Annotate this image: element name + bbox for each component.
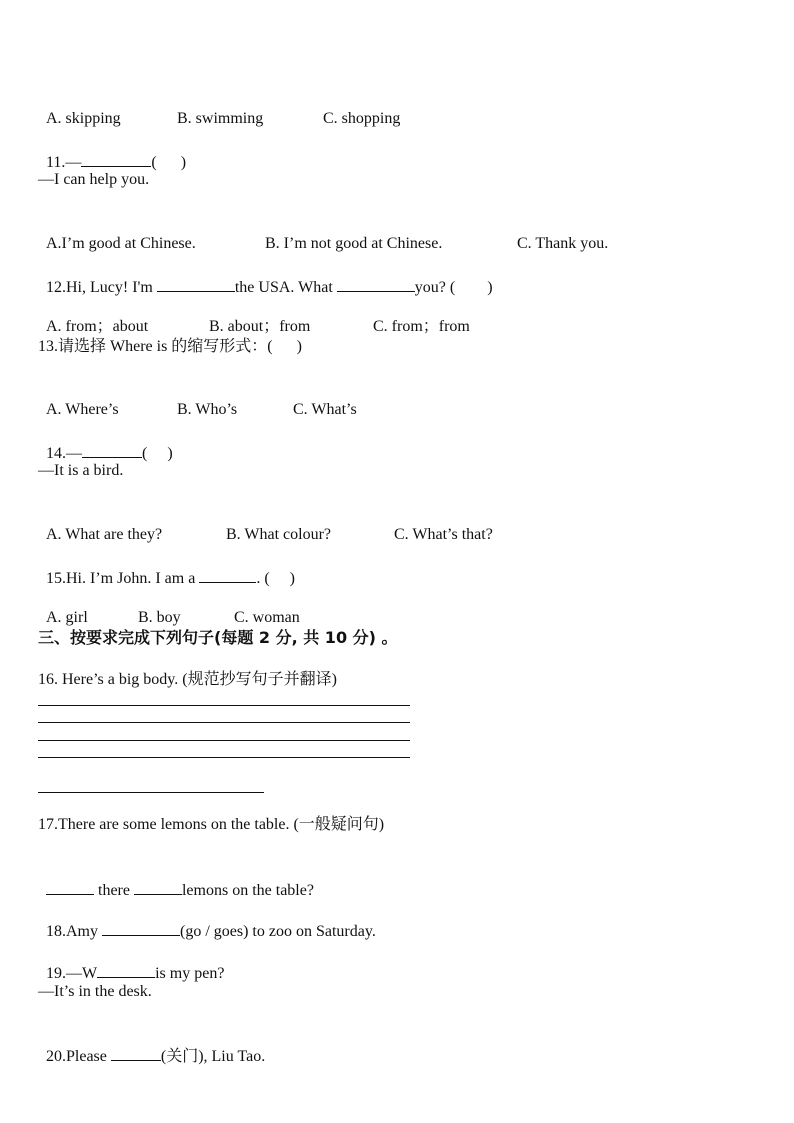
q15-blank[interactable] <box>199 566 256 583</box>
q12-blank-2[interactable] <box>337 275 415 292</box>
q14-reply: —It is a bird. <box>38 462 124 479</box>
q17-blank-2[interactable] <box>134 878 182 895</box>
q13-option-b[interactable]: B. Who’s <box>177 401 238 418</box>
q17-answer-end: lemons on the table? <box>181 882 314 899</box>
q14-option-b[interactable]: B. What colour? <box>226 526 332 543</box>
q19-text-2: is my pen? <box>155 965 225 982</box>
q14-option-a[interactable]: A. What are they? <box>46 526 163 543</box>
q11-number: 11. <box>46 154 66 171</box>
q11-dash: — <box>65 154 82 171</box>
q10-option-a[interactable]: A. skipping <box>46 110 121 127</box>
q15-option-c[interactable]: C. woman <box>234 609 300 626</box>
q11-question <box>38 128 186 174</box>
q15-question <box>38 544 295 590</box>
q16-writing-line-4[interactable] <box>38 757 410 758</box>
q13-question: 13.请选择 Where is 的缩写形式：( ) <box>38 338 302 355</box>
q11-blank[interactable] <box>81 150 151 167</box>
q17-blank-1[interactable] <box>46 878 94 895</box>
q19-question <box>38 939 224 985</box>
section-3-heading: 三、按要求完成下列句子(每题 2 分, 共 10 分) 。 <box>38 628 398 647</box>
q19-blank[interactable] <box>97 961 155 978</box>
q20-question <box>38 1022 265 1068</box>
q13-option-a[interactable]: A. Where’s <box>46 401 119 418</box>
q12-text-3[interactable]: you? ( ) <box>414 279 493 296</box>
q20-text-2: (关门), Liu Tao. <box>160 1048 266 1065</box>
q11-options <box>38 211 608 255</box>
q11-answer-paren[interactable]: ( ) <box>151 154 187 171</box>
q19-reply: —It’s in the desk. <box>38 983 152 1000</box>
q12-text-2: the USA. What <box>234 279 337 296</box>
q14-number: 14. <box>46 445 66 462</box>
q15-option-b[interactable]: B. boy <box>138 609 181 626</box>
q13-option-c[interactable]: C. What’s <box>293 401 357 418</box>
q17-question: 17.There are some lemons on the table. (一般疑问句) <box>38 816 385 833</box>
q12-text-1: 12.Hi, Lucy! I'm <box>46 279 157 296</box>
q16-translation-line[interactable] <box>38 792 264 793</box>
q11-option-c[interactable]: C. Thank you. <box>517 235 609 252</box>
q14-option-c[interactable]: C. What’s that? <box>394 526 493 543</box>
q16-writing-line-1[interactable] <box>38 705 410 706</box>
q13-options <box>38 377 357 421</box>
q15-text-2[interactable]: . ( ) <box>256 570 295 587</box>
q14-answer-paren[interactable]: ( ) <box>142 445 173 462</box>
q16-writing-line-3[interactable] <box>38 740 410 741</box>
q14-options <box>38 502 493 546</box>
q18-question <box>38 897 376 943</box>
q10-option-c[interactable]: C. shopping <box>323 110 401 127</box>
q15-text-1: 15.Hi. I’m John. I am a <box>46 570 200 587</box>
q12-blank-1[interactable] <box>157 275 235 292</box>
q11-option-a[interactable]: A.I’m good at Chinese. <box>46 235 196 252</box>
q20-text-1: 20.Please <box>46 1048 111 1065</box>
q11-reply: —I can help you. <box>38 171 150 188</box>
q20-blank[interactable] <box>111 1044 161 1061</box>
q15-options <box>38 585 300 629</box>
q16-writing-line-2[interactable] <box>38 722 410 723</box>
q14-dash: — <box>66 445 82 462</box>
q17-answer-there: there <box>94 882 134 899</box>
q15-option-a[interactable]: A. girl <box>46 609 88 626</box>
q14-blank[interactable] <box>82 441 142 458</box>
q18-blank[interactable] <box>102 919 180 936</box>
q16-question: 16. Here’s a big body. (规范抄写句子并翻译) <box>38 671 337 688</box>
q18-text-2: (go / goes) to zoo on Saturday. <box>180 923 376 940</box>
q12-options <box>38 294 470 338</box>
q12-question <box>38 253 493 299</box>
q18-text-1: 18.Amy <box>46 923 102 940</box>
q12-option-b[interactable]: B. about；from <box>209 318 311 335</box>
q10-options <box>38 86 400 130</box>
q12-option-a[interactable]: A. from；about <box>46 318 149 335</box>
q11-option-b[interactable]: B. I’m not good at Chinese. <box>265 235 443 252</box>
q12-option-c[interactable]: C. from；from <box>373 318 470 335</box>
q19-text-1: 19.—W <box>46 965 98 982</box>
q10-option-b[interactable]: B. swimming <box>177 110 264 127</box>
q17-answer <box>38 856 314 902</box>
q14-question <box>38 419 173 465</box>
